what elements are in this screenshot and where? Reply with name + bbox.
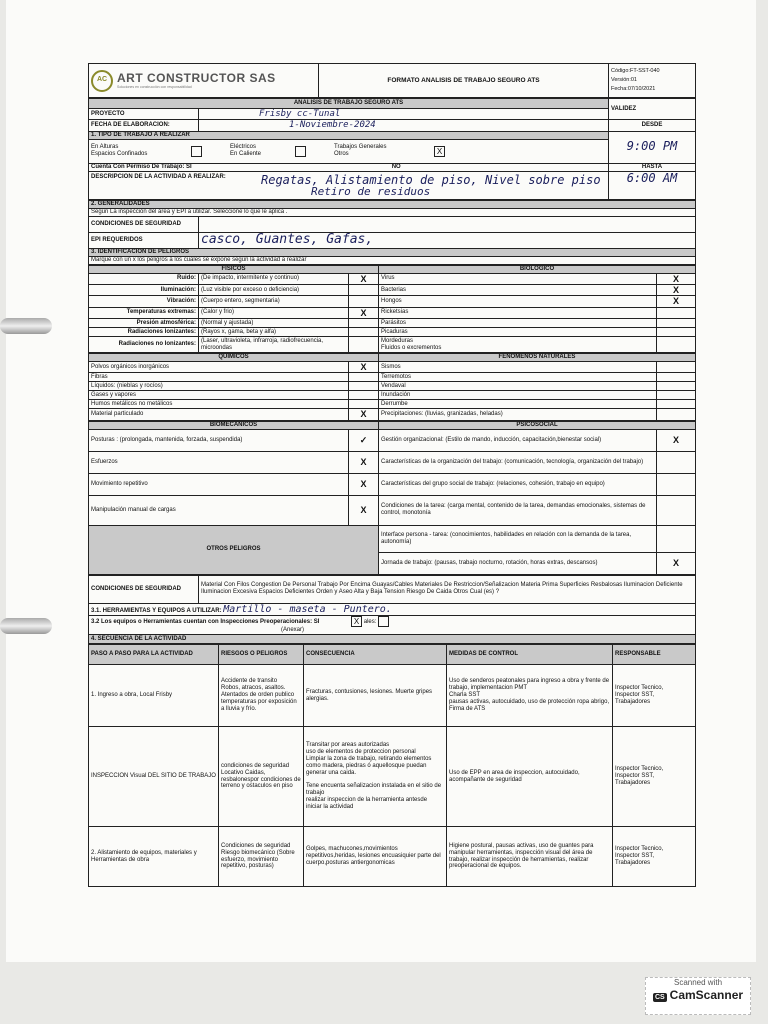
fisico-desc: (Normal y ajustada): [199, 319, 349, 328]
natural-mark[interactable]: [657, 409, 696, 420]
herramientas-value: Martillo - maseta - Puntero.: [223, 603, 392, 615]
fisico-desc: (Rayos x, gama, beta y alfa): [199, 328, 349, 337]
biomecanico-row: [89, 473, 696, 495]
psi-interface: Interface persona - tarea: (conocimientos, habilidades en relación con la demanda de la tarea, autonomía): [379, 525, 657, 552]
natural-name: Derrumbe: [379, 400, 657, 409]
secuencia-riesgo: Accidente de transito Robos, atracos, asaltos. Atentados de orden publico temperaturas por exposición a lluvia y frío.: [219, 665, 304, 727]
inspecciones-row: [89, 616, 696, 635]
biologico-mark[interactable]: [657, 307, 696, 318]
biologico-name: Ricketsias: [379, 307, 657, 318]
fisico-desc: (Luz visible por exceso o deficiencia): [199, 284, 349, 295]
camscanner-logo-icon: CS: [654, 994, 665, 1001]
tipo-electricos-checkbox[interactable]: [295, 146, 306, 157]
biologico-name: Hongos: [379, 296, 657, 307]
psi-jornada: Jornada de trabajo: (pausas, trabajo nocturno, rotación, horas extras, descansos): [379, 552, 657, 574]
fisico-desc: (De impacto, intermitente y continuo): [199, 273, 349, 284]
secuencia-paso: 1. Ingreso a obra, Local Frisby: [89, 665, 219, 727]
camscanner-brand: CamScanner: [669, 988, 744, 1002]
secuencia-riesgo: condiciones de seguridad Locativo Caidas, resbalonespor condiciones de terreno y ostaculos en piso: [219, 727, 304, 827]
secuencia-medidas: Higiene postural, pausas activas, uso de guantes para manipular herramientas, inspección visual del área de trabajo, realizar inspección de herramientas, realizar preoperacional de equipos.: [447, 827, 613, 887]
binder-ring-top: [0, 318, 52, 334]
quimico-mark[interactable]: [349, 400, 379, 409]
psi-jornada-mark[interactable]: X: [657, 552, 696, 574]
peligros-subtitle: Marque con un x los peligros a los cuales se expone según la actividad a realizar: [89, 256, 696, 264]
quimico-mark[interactable]: X: [349, 409, 379, 420]
secuencia-header-paso: PASO A PASO PARA LA ACTIVIDAD: [89, 645, 219, 665]
inspecciones-si: SI: [313, 619, 320, 626]
secuencia-row: [89, 727, 696, 827]
doc-code: Código:FT-SST-040: [611, 68, 660, 75]
binder-ring-bottom: [0, 618, 52, 634]
fisico-name: Radiaciones no Ionizantes:: [89, 337, 199, 353]
fisico-name: Radiaciones Ionizantes:: [89, 328, 199, 337]
fisico-desc: (Laser, ultravioleta, infrarroja, radiofrecuencia, microondas: [199, 337, 349, 353]
biomecanicos-header: BIOMECANICOS: [89, 421, 379, 429]
inspecciones-no-checkbox[interactable]: [378, 616, 389, 627]
biomecanico-mark[interactable]: ✓: [349, 429, 379, 451]
epi-label: EPI REQUERIDOS: [89, 232, 199, 248]
tipo-electricos: Eléctricos En Caliente: [230, 144, 262, 158]
quimico-name: Humos metálicos no metálicos: [89, 400, 349, 409]
form-header: [88, 63, 696, 98]
biologico-mark[interactable]: X: [657, 273, 696, 284]
biomecanico-mark[interactable]: X: [349, 451, 379, 473]
permiso-row: [89, 163, 609, 171]
quimico-name: Gases y vapores: [89, 391, 349, 400]
logo-text: ART CONSTRUCTOR SAS: [117, 70, 276, 85]
logo-tagline: Soluciones en construcción con responsabilidad: [117, 85, 192, 90]
natural-name: Terremotos: [379, 373, 657, 382]
epi-value: casco, Guantes, Gafas,: [199, 232, 696, 248]
scanned-with-label: Scanned with: [673, 978, 723, 987]
fisicos-row: [89, 284, 696, 295]
inspecciones-si-checkbox[interactable]: X: [351, 616, 362, 627]
secuencia-medidas: Uso de senderos peatonales para ingreso a obra y frente de trabajo, implementacion PMT Charla SST pausas activas, autocuidado, uso de protección ropa abrigo, Firma de ATS: [447, 665, 613, 727]
doc-meta: [609, 64, 696, 98]
proyecto-label: PROYECTO: [89, 109, 199, 120]
hasta-label: HASTA: [609, 163, 696, 171]
form-title: FORMATO ANALISIS DE TRABAJO SEGURO ATS: [319, 64, 609, 98]
biomecanico-name: Manipulación manual de cargas: [89, 495, 349, 525]
quimico-mark[interactable]: X: [349, 362, 379, 373]
secuencia-title: 4. SECUENCIA DE LA ACTIVIDAD: [89, 635, 696, 644]
secuencia-table: [88, 644, 696, 887]
fisico-mark[interactable]: [349, 319, 379, 328]
fisico-name: Temperaturas extremas:: [89, 307, 199, 318]
herramientas-row: [89, 603, 696, 616]
natural-name: Sismos: [379, 362, 657, 373]
project-block: [88, 98, 696, 200]
biomecanico-mark[interactable]: X: [349, 495, 379, 525]
inspecciones-anexar: (Anexar): [281, 627, 305, 634]
psicosocial-mark[interactable]: X: [657, 429, 696, 451]
doc-version: Versión:01: [611, 77, 637, 84]
fisicos-row: [89, 296, 696, 307]
fisico-mark[interactable]: [349, 284, 379, 295]
inspecciones-ales: ales:: [363, 619, 377, 626]
biologico-name: Virus: [379, 273, 657, 284]
fisicos-row: [89, 337, 696, 353]
condiciones-seguridad-label: CONDICIONES DE SEGURIDAD: [89, 575, 199, 603]
secuencia-paso: 2. Alistamiento de equipos, materiales y Herramientas de obra: [89, 827, 219, 887]
quimicos-row: [89, 382, 696, 391]
secuencia-consecuencia: Transitar por areas autorizadas uso de elementos de proteccion personal Limpiar la zona de trabajo, retirando elementos como madera, piedras ó aquellosque puedan generar una caida. Tene encuenta señalizacion instalada en el sitio de trabajo realizar inspeccion de la herramienta antesde iniciar la actividad: [304, 727, 447, 827]
desde-value: 9:00 PM: [609, 131, 696, 163]
doc-date: Fecha:07/10/2021: [611, 85, 656, 92]
psicosocial-header: PSICOSOCIAL: [379, 421, 696, 429]
biomecanico-name: Esfuerzos: [89, 451, 349, 473]
quimicos-table: [88, 353, 696, 421]
condiciones-table: [88, 575, 696, 644]
secuencia-riesgo: Condiciones de seguridad Riesgo biomecánico (Sobre esfuerzo, movimiento repetitivo, posturas): [219, 827, 304, 887]
descripcion-cell: [89, 171, 609, 199]
natural-name: Precipitaciones: (lluvias, granizadas, heladas): [379, 409, 657, 420]
natural-name: Vendaval: [379, 382, 657, 391]
condiciones-seguridad-text: Material Con Filos Congestion De Personal Trabajo Por Encima Guayas/Cables Materiales De Restriccion/Señalizacion Materia Prima Superficies Resbalosas Iluminacion Deficiente Iluminacion Excesiva Espacios Deficientes Orden y Aseo Alta y Baja Tension Riesgo De Caida Otros Cual (es) ?: [199, 575, 696, 603]
natural-mark[interactable]: [657, 400, 696, 409]
fecha-label: FECHA DE ELABORACION:: [89, 120, 199, 131]
otros-peligros: OTROS PELIGROS: [89, 525, 379, 574]
fisico-desc: (Calor y frio): [199, 307, 349, 318]
logo-cell: [89, 64, 319, 98]
quimicos-row: [89, 400, 696, 409]
quimicos-row: [89, 391, 696, 400]
biomecanico-row: [89, 429, 696, 451]
biomecanico-name: Posturas : (prolongada, mantenida, forzada, suspendida): [89, 429, 349, 451]
biologico-name: Parásitos: [379, 319, 657, 328]
secuencia-header-consecuencia: CONSECUENCIA: [304, 645, 447, 665]
section-title: ANALISIS DE TRABAJO SEGURO ATS: [89, 99, 609, 109]
naturales-header: FENOMENOS NATURALES: [379, 354, 696, 362]
generalidades-title: 2. GENERALIDADES: [89, 200, 696, 208]
secuencia-medidas: Uso de EPP en area de inspeccion, autocuidado, acompañante de seguridad: [447, 727, 613, 827]
tipo-title: 1. TIPO DE TRABAJO A REALIZAR: [89, 131, 609, 139]
secuencia-responsable: Inspector Tecnico, Inspector SST, Trabajadores: [613, 665, 696, 727]
biomecanico-name: Movimiento repetitivo: [89, 473, 349, 495]
natural-mark[interactable]: [657, 362, 696, 373]
camscanner-watermark: [645, 977, 751, 1015]
secuencia-consecuencia: Golpes, machucones,movimientos repetitivos,heridas, lesiones encuasiquier parte del cuerpo,posturas antiergonomicas: [304, 827, 447, 887]
quimico-mark[interactable]: [349, 391, 379, 400]
biomecanico-row: [89, 495, 696, 525]
psi-interface-mark[interactable]: [657, 525, 696, 552]
permiso-si: SI: [186, 163, 192, 170]
fisico-name: Iluminación:: [89, 284, 199, 295]
quimicos-row: [89, 409, 696, 420]
ats-form: [88, 63, 696, 925]
psicosocial-mark[interactable]: [657, 495, 696, 525]
psicosocial-mark[interactable]: [657, 473, 696, 495]
fisico-desc: (Cuerpo entero, segmentaria): [199, 296, 349, 307]
secuencia-responsable: Inspector Tecnico, Inspector SST, Trabajadores: [613, 827, 696, 887]
generalidades-text: Según La inspección del área y EPI a utilizar. Seleccione lo que le aplica .: [89, 208, 696, 216]
tipo-generales: Trabajos Generales Otros: [334, 144, 387, 158]
quimico-name: Polvos orgánicos inorgánicos: [89, 362, 349, 373]
secuencia-row: [89, 665, 696, 727]
fisicos-row: [89, 319, 696, 328]
validez-label: VALIDEZ: [609, 99, 696, 120]
tipo-alturas-checkbox[interactable]: [191, 146, 202, 157]
fisicos-row: [89, 307, 696, 318]
fisico-mark[interactable]: X: [349, 273, 379, 284]
psicosocial-name: Condiciones de la tarea: (carga mental, contenido de la tarea, demandas emocionales, sistemas de control, monotonía: [379, 495, 657, 525]
biomecanicos-table: [88, 421, 696, 575]
biomecanico-row: [89, 451, 696, 473]
permiso-label: Cuenta Con Permiso De Trabajo:: [91, 163, 185, 170]
hasta-value: 6:00 AM: [609, 171, 696, 199]
natural-name: Inundación: [379, 391, 657, 400]
proyecto-value: Frisby cc-Tunal: [199, 109, 609, 120]
natural-mark[interactable]: [657, 391, 696, 400]
fisico-mark[interactable]: [349, 296, 379, 307]
secuencia-header-medidas: MEDIDAS DE CONTROL: [447, 645, 613, 665]
fisico-mark[interactable]: [349, 337, 379, 353]
secuencia-consecuencia: Fracturas, contusiones, lesiones. Muerte gripes alergias.: [304, 665, 447, 727]
descripcion-label: DESCRIPCION DE LA ACTIVIDAD A REALIZAR:: [91, 173, 226, 180]
fisico-name: Ruido:: [89, 273, 199, 284]
fisico-name: Presión atmosférica:: [89, 319, 199, 328]
inspecciones-label: 3.2 Los equipos o Herramientas cuentan con Inspecciones Preoperacionales:: [91, 619, 313, 626]
fisico-mark[interactable]: X: [349, 307, 379, 318]
psicosocial-name: Características del grupo social de trabajo: (relaciones, cohesión, trabajo en equipo): [379, 473, 657, 495]
descripcion-value: Regatas, Alistamiento de piso, Nivel sobre piso: [261, 172, 601, 187]
desde-label: DESDE: [609, 120, 696, 131]
biologico-mark[interactable]: [657, 337, 696, 353]
fisicos-table: [88, 265, 696, 353]
biologico-name: Picaduras: [379, 328, 657, 337]
fisicos-header: FISICOS: [89, 265, 379, 273]
herramientas-label: 3.1. HERRAMIENTAS Y EQUIPOS A UTILIZAR:: [91, 607, 222, 614]
peligros-title: 3. IDENTIFICACION DE PELIGROS: [89, 248, 696, 256]
fisicos-row: [89, 273, 696, 284]
biologico-name: Bacterias: [379, 284, 657, 295]
secuencia-row: [89, 827, 696, 887]
secuencia-header-riesgo: RIESGOS O PELIGROS: [219, 645, 304, 665]
biologico-mark[interactable]: [657, 328, 696, 337]
company-logo-icon: AC: [91, 70, 113, 92]
generalidades-block: [88, 200, 696, 265]
fisico-mark[interactable]: [349, 328, 379, 337]
quimico-name: Líquidos: (nieblas y rocíos): [89, 382, 349, 391]
psicosocial-name: Características de la organización del trabajo: (comunicación, tecnología, organización del trabajo): [379, 451, 657, 473]
biologico-header: BIOLOGICO: [379, 265, 696, 273]
quimico-mark[interactable]: [349, 373, 379, 382]
biologico-mark[interactable]: X: [657, 296, 696, 307]
biomecanico-mark[interactable]: X: [349, 473, 379, 495]
descripcion-value-2: Retiro de residuos: [311, 184, 431, 198]
psicosocial-mark[interactable]: [657, 451, 696, 473]
quimicos-row: [89, 373, 696, 382]
fecha-value: 1-Noviembre-2024: [199, 120, 609, 131]
quimicos-header: QUIMICOS: [89, 354, 379, 362]
secuencia-responsable: Inspector Tecnico, Inspector SST, Trabajadores: [613, 727, 696, 827]
fisicos-row: [89, 328, 696, 337]
condiciones-label: CONDICIONES DE SEGURIDAD: [89, 216, 199, 232]
biologico-mark[interactable]: [657, 319, 696, 328]
psicosocial-name: Gestión organizacional: (Estilo de mando, inducción, capacitación,bienestar social): [379, 429, 657, 451]
biologico-mark[interactable]: X: [657, 284, 696, 295]
tipo-generales-checkbox[interactable]: X: [434, 146, 445, 157]
secuencia-paso: INSPECCION Visual DEL SITIO DE TRABAJO: [89, 727, 219, 827]
natural-mark[interactable]: [657, 373, 696, 382]
quimico-mark[interactable]: [349, 382, 379, 391]
tipo-options: [89, 139, 609, 163]
natural-mark[interactable]: [657, 382, 696, 391]
quimicos-row: [89, 362, 696, 373]
fisico-name: Vibración:: [89, 296, 199, 307]
tipo-alturas: En Alturas Espacios Confinados: [91, 144, 148, 158]
biologico-name: Mordeduras Fluidos o excrementos: [379, 337, 657, 353]
permiso-no: NO: [391, 163, 401, 170]
quimico-name: Material particulado: [89, 409, 349, 420]
quimico-name: Fibras: [89, 373, 349, 382]
secuencia-header-responsable: RESPONSABLE: [613, 645, 696, 665]
